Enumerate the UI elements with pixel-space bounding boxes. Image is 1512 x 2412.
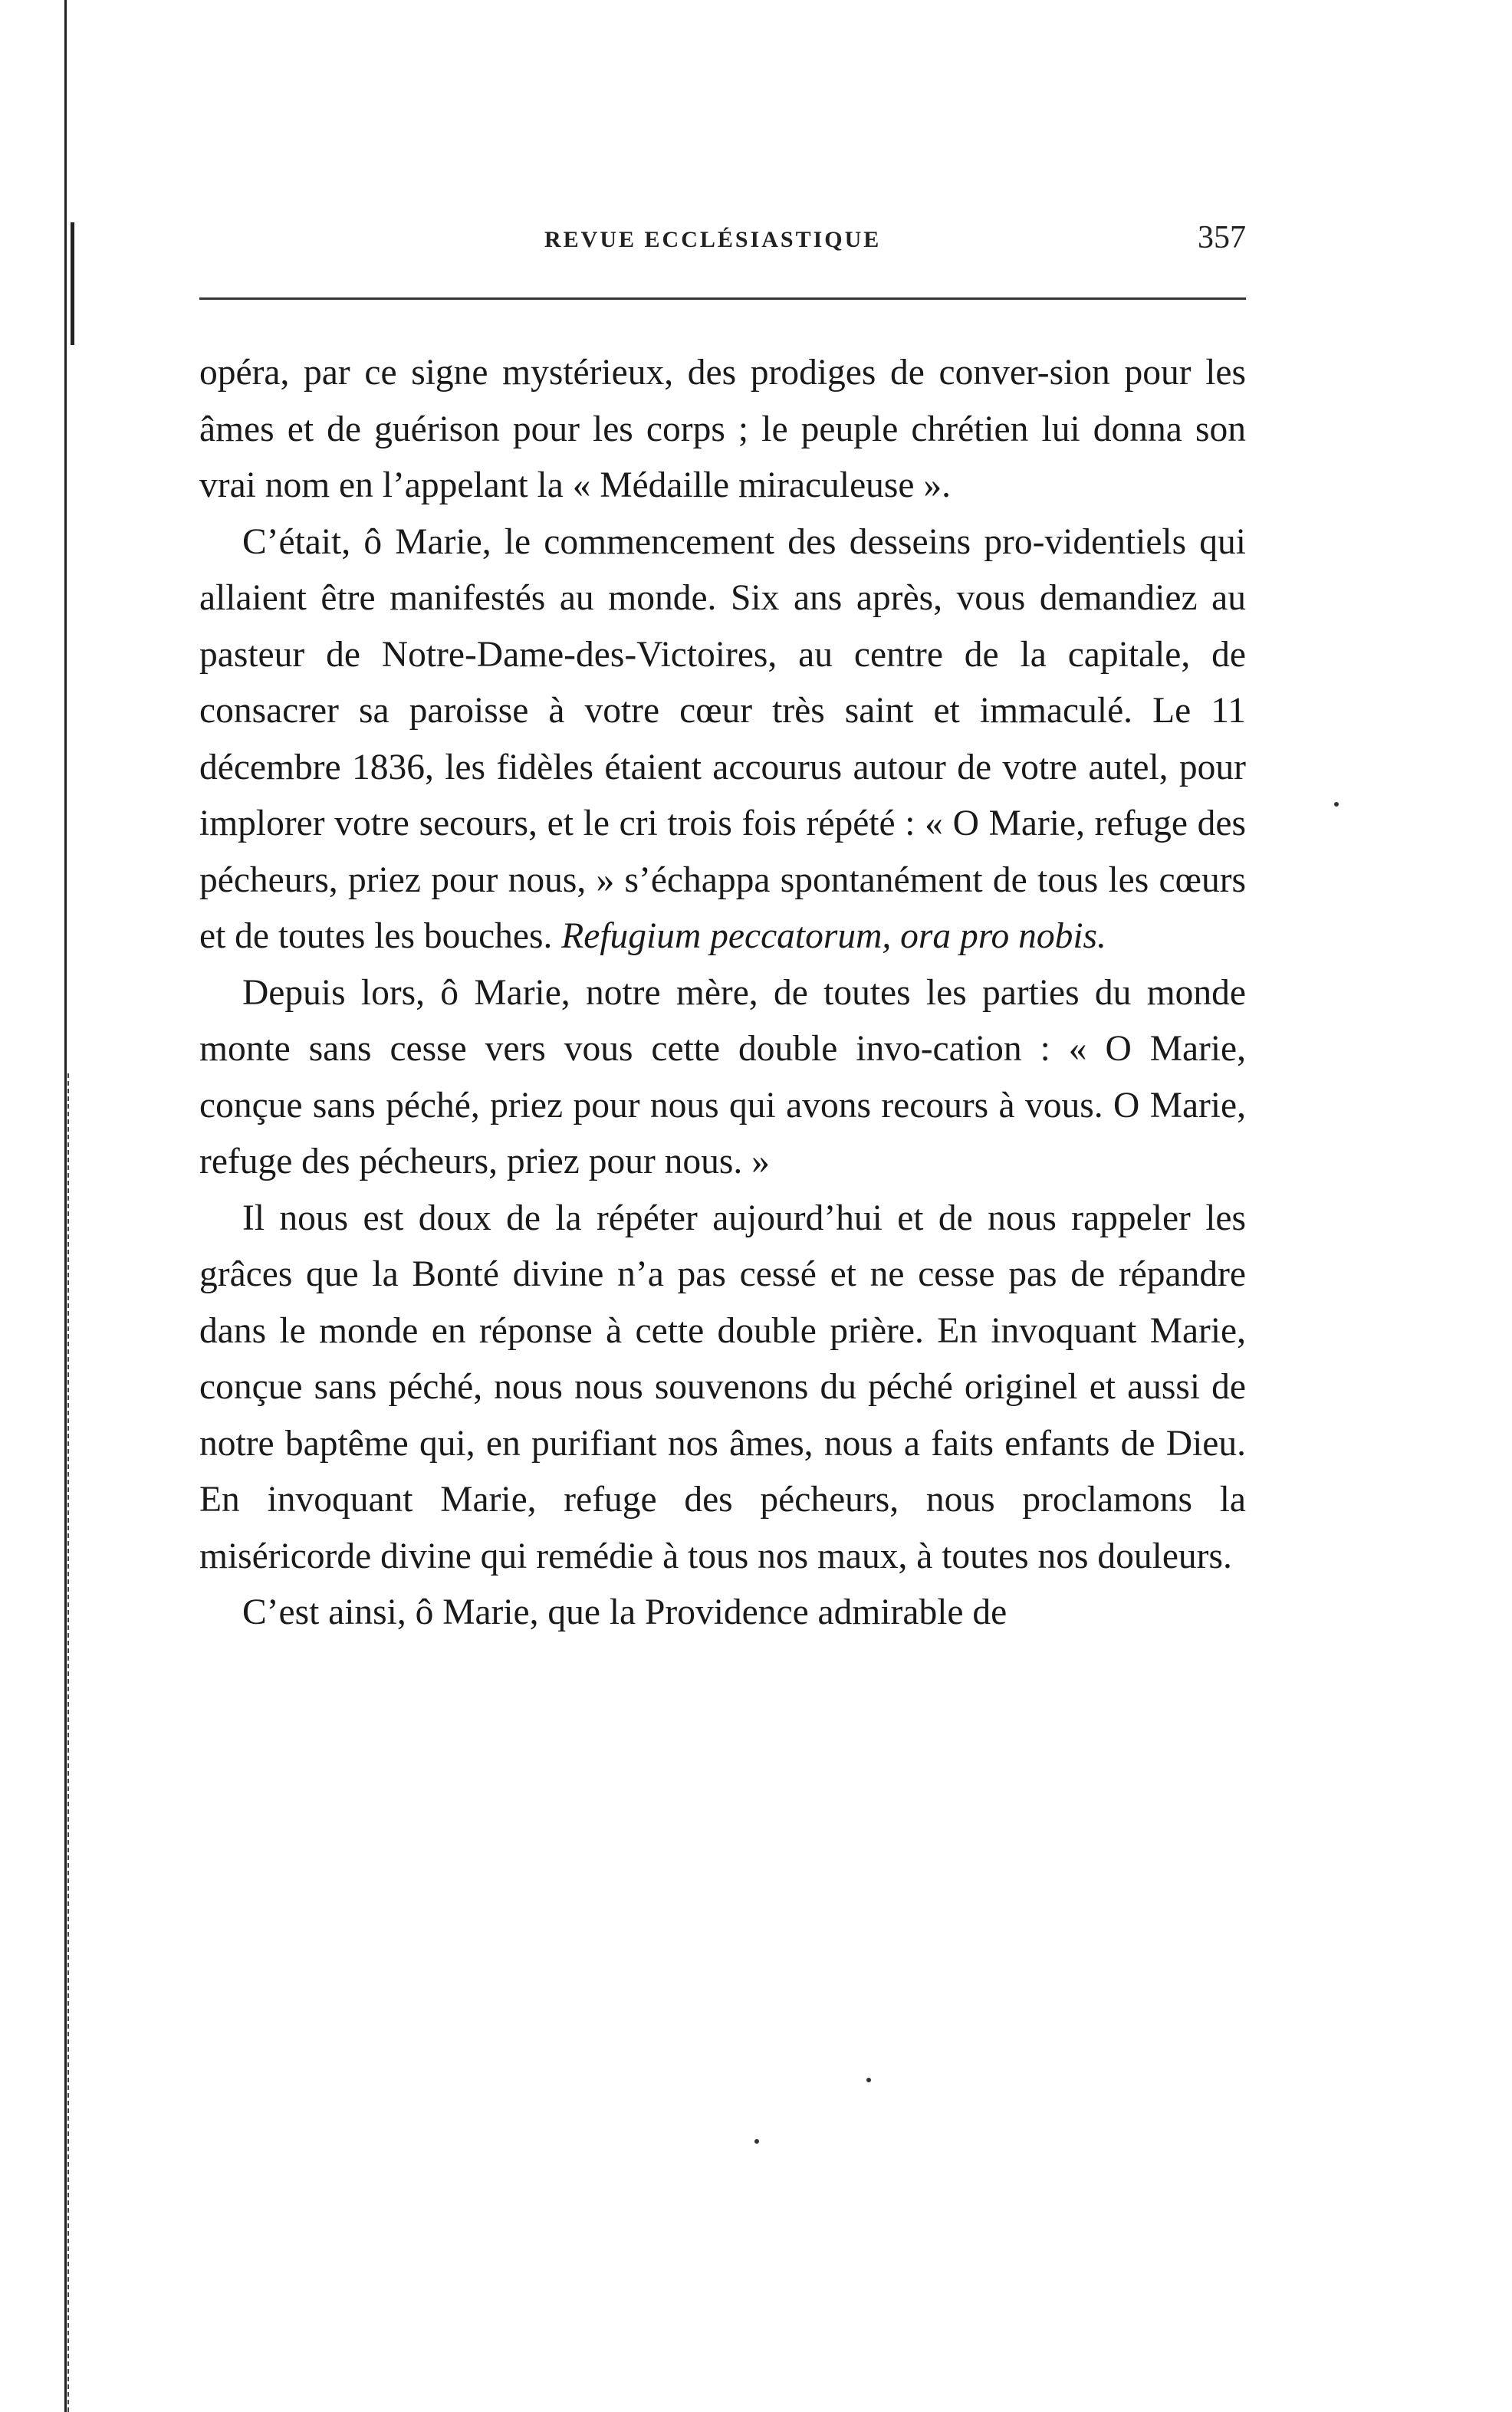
paragraph-3: Depuis lors, ô Marie, notre mère, de toutes les parties du monde monte sans cesse vers vous cette double invo-cation : « O Marie, conçue sans péché, priez pour nous qui avons recours à vous. O Marie, refuge des pécheurs, priez pour nous. » bbox=[199, 972, 1246, 1181]
binding-edge-line bbox=[64, 0, 67, 2412]
ink-speck bbox=[754, 2139, 759, 2144]
paragraph-2 bbox=[199, 514, 1246, 965]
running-title: REVUE ECCLÉSIASTIQUE bbox=[544, 227, 882, 252]
binding-edge-mark bbox=[71, 222, 74, 345]
paragraph-5: C’est ainsi, ô Marie, que la Providence admirable de bbox=[242, 1592, 1007, 1632]
page-number: 357 bbox=[1198, 220, 1246, 255]
ink-speck bbox=[1334, 802, 1339, 807]
paragraph-2-text: C’était, ô Marie, le commencement des desseins pro-videntiels qui allaient être manifestés au monde. Six ans après, vous demandiez au pasteur de Notre-Dame-des-Victoires, au centre de la capitale, de consacrer sa paroisse à votre cœur très saint et immaculé. Le 11 décembre 1836, les fidèles étaient accourus autour de votre autel, pour implorer votre secours, et le cri trois fois répété : « O Marie, refuge des pécheurs, priez pour nous, » s’échappa spontanément de tous les cœurs et de toutes les bouches. bbox=[199, 521, 1246, 956]
page-header bbox=[199, 212, 1246, 273]
ink-speck bbox=[866, 2078, 871, 2082]
body-text bbox=[199, 345, 1246, 1641]
latin-invocation: Refugium peccatorum, ora pro nobis. bbox=[561, 916, 1106, 956]
paragraph-4: Il nous est doux de la répéter aujourd’hui et de nous rappeler les grâces que la Bonté divine n’a pas cessé et ne cesse pas de répandre dans le monde en réponse à cette double prière. En invoquant Marie, conçue sans péché, nous nous souvenons du péché originel et aussi de notre baptême qui, en purifiant nos âmes, nous a faits enfants de Dieu. En invoquant Marie, refuge des pécheurs, nous proclamons la miséricorde divine qui remédie à tous nos maux, à toutes nos douleurs. bbox=[199, 1198, 1246, 1576]
paragraph-1: opéra, par ce signe mystérieux, des prodiges de conver-sion pour les âmes et de guérison pour les corps ; le peuple chrétien lui donna son vrai nom en l’appelant la « Médaille miraculeuse ». bbox=[199, 353, 1246, 505]
binding-edge-dashes bbox=[67, 1073, 69, 2412]
header-rule bbox=[199, 297, 1246, 300]
